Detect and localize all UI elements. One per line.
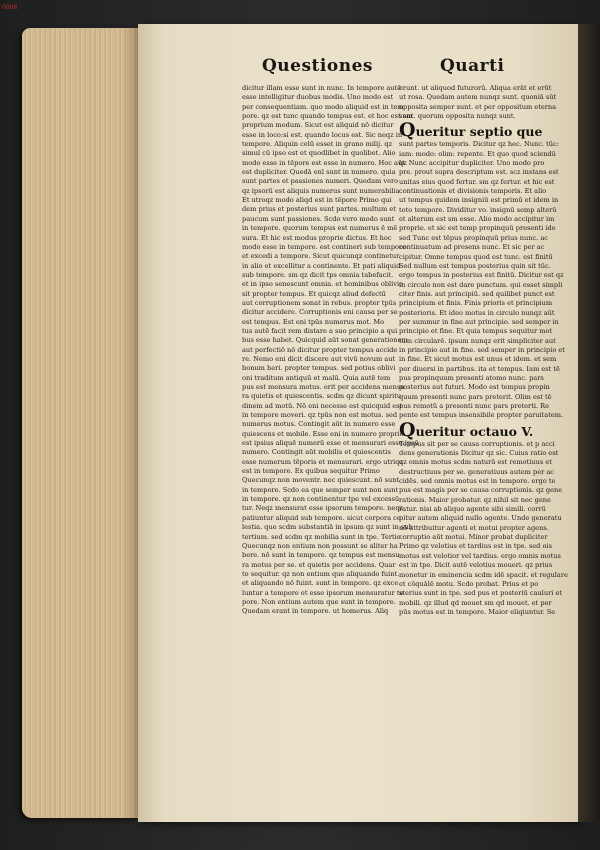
- text-line: pore. Non entium autem que sunt in tempore.: [242, 597, 396, 606]
- text-line: aut perfectiō nō dicitur propter tempus accide: [242, 345, 398, 354]
- text-line: tum circularē. ipsum nunqz erit simpliciter aut: [399, 336, 556, 345]
- text-line: numero. Contingit aūt mobilis et quiescentis: [242, 448, 391, 457]
- text-line: pūs motus est in tempore. Maior eliqiuntur. Se: [399, 607, 556, 616]
- text-line: per summur in fine aut principio. sed semper in: [399, 317, 559, 326]
- text-line: posterioris. Et ideo motus in circulo nunqz aūt: [399, 308, 555, 317]
- heading-text: ueritur octauo V.: [415, 423, 534, 439]
- text-line: modo esse in tempore. est contineri sub tempore: [242, 242, 407, 251]
- text-line: patiuntur aliquid sub tempore. sicut corpora ce: [242, 513, 401, 522]
- text-line: principio et fine. Et quia tempus sequitur mot: [399, 327, 553, 336]
- heading-initial: Q: [399, 119, 416, 142]
- text-line: per consequentiam. quo modo aliquid est in tem: [242, 102, 404, 111]
- text-line: bus esse habet. Quicquid aūt sonat generationem: [242, 336, 408, 345]
- text-line: Quecunqz non entium non possunt se aliter ha: [242, 541, 398, 550]
- running-head-right: Quarti: [440, 56, 505, 76]
- text-column-left: [242, 84, 419, 617]
- text-line: est tempus. Est eni tpūs numerus mot. Mo: [242, 317, 385, 326]
- text-line: opposita semper sunt. et per oppositum eterna: [399, 102, 557, 111]
- text-line: esse in loco:si est. quando locus est. Sic neqz in: [242, 130, 403, 139]
- text-line: numerus motus. Contingit aūt in numero esse: [242, 420, 396, 429]
- text-line: bonum heri. propter tempus. sed potius oblivi: [242, 364, 396, 373]
- text-line: in tempore. qz non continentur tpe vel excessū: [242, 495, 400, 504]
- text-line: rationis. Maior probatur. qz nihil sit nec gene: [399, 495, 551, 504]
- text-line: sit propter tempus. Et quicqz aliud defectū: [242, 289, 386, 298]
- text-line: et in ipso senescunt omnia. et hominibus oblivio: [242, 280, 404, 289]
- reference-mark: 0008: [2, 4, 18, 11]
- text-line: dem prius et posterius sunt partes. multum et: [242, 205, 396, 214]
- question-heading-septio: [399, 119, 555, 142]
- text-line: dicitur illam esse sunt in nunc. In tempore autē: [242, 84, 402, 92]
- text-line: proprie. et sic est temp propinquū presenti ide: [399, 224, 556, 233]
- text-line: monetur in eminencia scdm idē spacit. et regulare: [399, 570, 568, 579]
- heading-initial: Q: [399, 418, 416, 441]
- text-line: ergo tempus in posterius est finitū. Dicitur est qz: [399, 271, 564, 280]
- text-line: quiescens et mobile. Esse eni in numero proprie: [242, 429, 404, 438]
- text-line: sed Tunc est tēpus propinquū prius nunc. ac: [399, 233, 549, 242]
- text-line: in alio et excellitur a continente. Et pati aliquid: [242, 261, 401, 270]
- text-line: Sed nullum est tempus posterius quin sit tūc.: [399, 261, 551, 270]
- text-line: pus remotū a presenti nunc pars preterti. Re: [399, 402, 550, 410]
- text-line: Quedam erant in tempore. ut homerus. Aliq: [242, 607, 389, 616]
- text-line: pore. qz est tunc quando tempus est. et hoc est sm: [242, 112, 413, 121]
- book-page-edges: [22, 28, 140, 818]
- text-line: sunt partes temporis. Dicitur qz hec. Nunc. tūc:: [399, 140, 559, 149]
- text-line: ra motus per se. et quietis per accidens. Quar: [242, 560, 396, 569]
- text-line: Tempus sit per se causa corruptionis. et p acci: [399, 439, 555, 448]
- text-line: dicitur accidere. Corruptionis eni causa per se: [242, 308, 398, 317]
- text-line: to sequitur. qz non entium que aliquando fuint.: [242, 569, 400, 578]
- text-line: et cōquālē motu. Scdo probat. Prius et po: [399, 579, 539, 588]
- text-line: qz ipsorū est aliquis numerus sunt numerabilia: [242, 186, 400, 195]
- text-line: tur. Neqz mensurat esse ipsorum tempore. neqz: [242, 504, 404, 513]
- text-line: esse numerum tēporis et mensurari. ergo utriqz: [242, 457, 403, 466]
- text-line: qz omnis motus scdm naturā est remotiuus et: [399, 458, 552, 467]
- text-line: mobili. qz illud qd mouet sm qd mouet. et per: [399, 598, 552, 607]
- text-line: unitas eius quod fertur. sm qz fertur. et hic est: [399, 177, 555, 186]
- text-line: proprium modum. Sicut est aliquid nō dicitur: [242, 121, 394, 130]
- text-line: posterius aut futuri. Modo est tempus propin: [399, 383, 550, 392]
- text-line: modo esse in tēpore est esse in numero. Hoc aūt: [242, 158, 405, 167]
- question-heading-octauo: [399, 418, 555, 441]
- text-line: pus propinquum presenti atomo nunc. pars: [399, 373, 544, 382]
- text-line: qz Nunc accipitur dupliciter. Uno modo pro: [399, 159, 545, 168]
- text-line: quum presenti nunc pars preterit. Olim est tē: [399, 392, 552, 401]
- text-line: pre. prout supra descriptum est. scz instans est: [399, 168, 559, 177]
- text-line: ut rosa. Quedam autem nunqz sunt. quoniā sūt: [399, 93, 557, 102]
- text-line: citer finis. aut principiū. sed quilibet punct est: [399, 289, 555, 298]
- text-line: in fine. Et sicut motus est unus et idem. et sem: [399, 355, 557, 364]
- text-line: paucum sunt passiones. Scdo vero modo sunt: [242, 214, 395, 223]
- text-line: tempore. Aliquin celū esset in grano milij. qz: [242, 140, 393, 149]
- text-line: ratur. nisi ab aliquo agente sibi simili. corrū: [399, 505, 546, 514]
- text-line: est in tempore. Ex quibus sequitur Primo: [242, 467, 380, 476]
- text-line: bere. nō sunt in tempore. qz tempus est mensu: [242, 551, 400, 560]
- text-line: aut corruptionem sonat in rebus. propter tpūs: [242, 298, 397, 307]
- text-line: est ipsius aliquē numerū esse et mensurari esse ipsū: [242, 439, 419, 448]
- text-line: ra quietis et quiescentis. scdm qz dicunt spiritu: [242, 392, 402, 401]
- text-line: pus est mensura motus. erit per accidens mensu: [242, 383, 405, 391]
- text-line: in tempore. Scdo ea que semper sunt non sunt: [242, 485, 399, 494]
- text-line: re. Nemo eni dicit discere aut vivū novum aut: [242, 354, 396, 363]
- text-line: per diuersi in partibus. ita et tempus. Iam est tē: [399, 364, 560, 373]
- text-line: in circulo non est dare punctum. qui esset simpli: [399, 280, 563, 289]
- text-line: sura. Et hic est modus proprie dictus. Et hoc: [242, 233, 392, 242]
- text-line: continuationis et divisionis temporis. Et alio: [399, 187, 547, 196]
- text-line: tus autē facit rem distare a suo principio a qui: [242, 326, 398, 335]
- text-line: dinem ad motū. Nō eni necesse est quicquid est: [242, 401, 403, 410]
- text-line: luntur a tempore et esse ipsorum mensuratur te: [242, 588, 404, 597]
- text-line: sterius sunt in tpe. sed pus et posteriū cauluri et: [399, 589, 563, 598]
- heading-text: ueritur septio que: [415, 124, 543, 140]
- text-line: toto tempore. Dividitur vo. insignū semp alterū: [399, 205, 557, 214]
- text-line: et alterum est sm esse. Alio modo accipitur im: [399, 215, 555, 224]
- text-line: erunt. ut aliquod futurorū. Aliqua erāt et erūt: [399, 84, 552, 92]
- text-line: ut tempus quidem insigniū est primū et idem in: [399, 196, 559, 205]
- text-line: in principio aut in fine. sed semper in principio et: [399, 345, 565, 354]
- text-line: pitur autem aliquid nullo agente. Unde generatu: [399, 514, 562, 523]
- text-line: motus est velotior vel tardius. ergo omnis motus: [399, 551, 561, 560]
- text-line: Primo qz velotius et tardius est in tpe. sed ois: [399, 542, 552, 551]
- text-line: est dupliciter. Quedā enī sunt in numero. quia: [242, 168, 396, 177]
- text-line: Et utroqz modo aliqd est in tēpore Primo qui: [242, 196, 392, 205]
- text-line: corruptio aūt motui. Minor probat dupliciter: [399, 533, 548, 542]
- text-line: lestia. que scdm substantiā in ipsum qz sunt in sub: [242, 523, 413, 532]
- text-line: est in tpe. Dicit autē velotius moueri. qz prius: [399, 561, 553, 570]
- text-line: simul cū ipso est et quodlibet in quolibet. Alio: [242, 149, 396, 158]
- text-line: esse intelligitur duobus modis. Uno modo est: [242, 93, 394, 102]
- text-line: in tempore. quorum tempus est numerus ē mē: [242, 224, 398, 233]
- text-line: pus est magis per se causa corruptionis. qz gene: [399, 486, 563, 495]
- text-line: cipitur. Omne tempus quod est tunc. est finitū: [399, 252, 553, 261]
- text-line: nō attribuitur agenti et motui propter agens.: [399, 523, 549, 532]
- text-column-right: [399, 84, 568, 617]
- running-head-left: Questiones: [262, 56, 373, 76]
- text-line: in tempore moveri. qz tpūs non est motus. sed: [242, 411, 398, 420]
- text-line: sub tempore. sm qz dicit tps omnia tabefacit.: [242, 270, 394, 279]
- text-line: tertium. sed scdm qz mobilia sunt in tpe. Tertio: [242, 532, 401, 541]
- text-line: sunt partes et passiones numeri. Quedam vero: [242, 177, 399, 186]
- gutter-shadow: [578, 24, 600, 822]
- text-line: dens generationis Dicitur qz sic. Cuius ratio est: [399, 449, 559, 458]
- text-line: et excedi a tempore. Sicut quicunqz continetur: [242, 252, 400, 261]
- text-line: iam: modo: olim: repente. Et quo quod sciendū: [399, 149, 556, 158]
- text-line: et aliquando nō fuint. sunt in tempore. qz exce: [242, 579, 399, 588]
- text-line: destructiuus per se. generatiuus autem per ac: [399, 467, 554, 476]
- text-line: Quecunqz non moventr. nec quiescunt. nō sunt: [242, 476, 400, 485]
- text-line: continuatum ad presens nunc. Et sic per ac: [399, 243, 545, 252]
- text-line: oni traditum antiquū et malū. Quia autē tem: [242, 373, 391, 382]
- text-line: cidēs. sed omnis motus est in tempore. ergo te: [399, 477, 556, 486]
- text-line: principium et finis. Finis prioris et principium: [399, 299, 553, 308]
- text-line: sunt. quorum opposita nunqz sunt.: [399, 112, 516, 121]
- text-line: pente est tempus insensibile propter paruitatem.: [399, 411, 564, 420]
